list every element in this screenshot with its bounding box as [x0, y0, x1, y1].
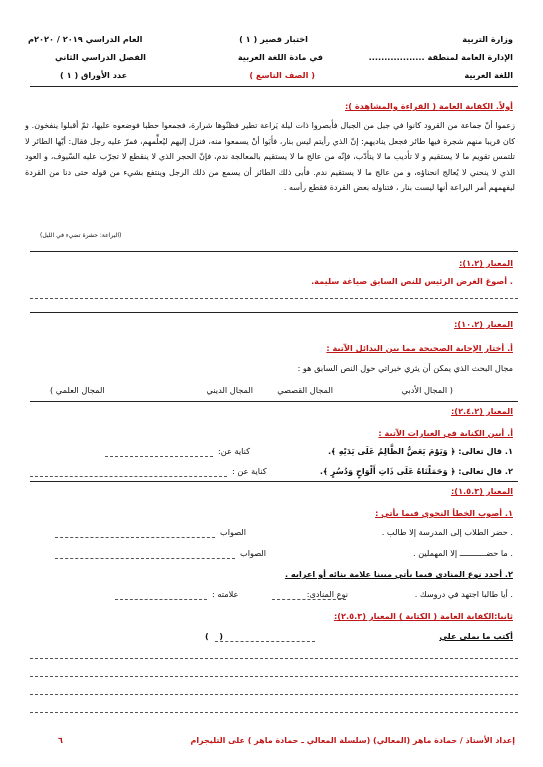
criterion2-title: أ. أختار الإجابة الصحيحة مما بين البدائل الآتية : [326, 343, 513, 353]
criterion4-label: المعيار (١.٥.٣): [451, 486, 513, 496]
ministry-name: وزارة التربية [462, 34, 513, 44]
pages-count: عدد الأوراق ( ١ ) [60, 70, 128, 80]
exam-title: اختبار قصير ( ١ ) [239, 34, 308, 44]
dictation-prompt: أكتب ما يملى علي [439, 631, 513, 641]
dictation-line-4[interactable] [30, 712, 518, 713]
section1-title: أولاً. الكفاية العامة ( القراءة والمشاهدة ): [344, 101, 513, 111]
criterion2-label: المعيار (١٠.٢): [454, 319, 513, 329]
divider-2 [30, 312, 518, 313]
metonymy-answer-line2[interactable] [30, 476, 227, 477]
option-religious[interactable]: المجال الديني [206, 385, 253, 395]
vocative-mark-line[interactable] [115, 599, 207, 600]
correct-answer-line2[interactable] [55, 558, 235, 559]
reading-passage: زعموا أنّ جماعة من القرود كانوا في جبل من الجبال فأبصروا ذات ليلة يَراعة تطير فظنّوها شرارة، فجمعوا حطبا فوضعوه عليها، ثمّ أقبلوا ينفخون. و كان قريبا منهم شجرة فيها طائر فجعل يناديهم: إنّ الذي رأيتم ليس بنار، فأبَوا أنْ يسمعوا منه، فنزل إليهم ليُعلِّمهم، فمرّ عليه رجل فقال: أيّها الطائر لا تلتمس تقويم ما لا يستقيم و لا تأديب ما لا يتأدّب، فإنّه من عالج ما لا يستقيم بالمعالجة ندم، فإنّ الحجر الذي لا ينقطع لا تجرّب عليه السّيوف، و العود الذي لا ينحني لا يُعالج انحناؤه، و من عالج ما لا يستقيم ندم. فأبى ذلك الطائر أن يسمع من ذلك الرجل وينتفع بشيء من قوله حتى دنا من القردة ليفهمهم أمر اليراعة أنها ليست بنار ، فتناوله بعض القردة فقطع رأسه . [25, 121, 515, 192]
grammar-sentence1: . حضر الطلاب إلى المدرسة إلا طالب . [381, 527, 513, 537]
term: الفصل الدراسي الثاني [55, 52, 146, 62]
passage-footnote: (اليراعة: حشرة تضيء في الليل) [40, 232, 122, 239]
criterion1-question: . أصوغ الغرض الرئيس للنص السابق صياغة سليمة. [311, 276, 513, 286]
academic-year: العام الدراسي ٢٠١٩ / ٢٠٢٠م [28, 34, 143, 44]
dictation-line-3[interactable] [30, 694, 518, 695]
vocative-question: ٢. أحدد نوع المنادى فيما يأتي مبينا علامة بنائه أو اعرابه . [284, 569, 513, 579]
correct-label1: الصواب [220, 527, 247, 537]
dictation-line-2[interactable] [30, 676, 518, 677]
divider-4 [30, 481, 518, 482]
criterion1-label: المعيار (١.٢): [459, 258, 513, 268]
option-narrative[interactable]: المجال القصصي [277, 385, 333, 395]
vocative-type-label: نوع المنادى: [306, 589, 348, 599]
header-divider [30, 86, 518, 87]
vocative-type-line[interactable] [272, 599, 346, 600]
option-literary[interactable]: ( المجال الأدبي [401, 385, 453, 395]
vocative-sentence: . أيا طالبا اجتهد في دروسك . [414, 589, 513, 599]
metonymy-answer-label1: كناية عن: [218, 446, 251, 456]
option-scientific[interactable]: المجال العلمي ) [50, 385, 105, 395]
metonymy-item1: ١. قال تعالى: ﴿ وَيَوْمَ يَعَضُّ الظَّالِمُ عَلَى يَدَيْهِ ﴾. [327, 446, 513, 456]
divider-1 [30, 251, 518, 252]
criterion4-title: ١. أصوب الخطأ النحوي فيما يأتي : [375, 508, 513, 518]
section2-title: ثانيا:الكفاية العامة ( الكتابة ) المعيار (٢.٥.٣): [334, 611, 513, 621]
criterion3-label: المعيار (٢.٤.٢): [451, 406, 513, 416]
metonymy-item2: ٢. قال تعالى: ﴿ وَحَمَلْنَاهُ عَلَى ذَاتِ أَلْوَاحٍ وَدُسُرٍ ﴾. [319, 466, 513, 476]
subject-area: اللغة العربية [464, 70, 513, 80]
grammar-sentence2: . ما حضـــــــــــ إلا المهملين . [412, 548, 513, 558]
exam-subject: في مادة اللغة العربية [237, 52, 323, 62]
metonymy-answer-label2: كناية عن : [232, 466, 267, 476]
divider-3 [30, 401, 518, 402]
vocative-mark-label: علامته : [212, 589, 239, 599]
metonymy-answer-line1[interactable] [105, 456, 213, 457]
footer-credit: إعداد الأستاذ / حمادة ماهر (المعالي) (سلسلة المعالي ـ حمادة ماهر ) على التليجرام [190, 736, 515, 745]
criterion3-title: أ. أبين الكناية في العبارات الآتية : [378, 428, 513, 438]
correct-answer-line1[interactable] [55, 537, 215, 538]
dictation-title-line[interactable] [215, 641, 315, 642]
grade-label: ( الصف التاسع ) [249, 70, 315, 80]
dictation-paren-close: ) [205, 631, 209, 641]
answer-line [30, 298, 518, 299]
correct-label2: الصواب [240, 548, 267, 558]
dictation-line-1[interactable] [30, 658, 518, 659]
directorate-name: الإدارة العامة لمنطقة .................. [368, 52, 513, 62]
page-number: ٦ [58, 736, 63, 745]
criterion2-question: مجال البحث الذي يمكن أن يثري خبراتي حول النص السابق هو : [297, 363, 513, 373]
dictation-paren-open: ( [219, 631, 223, 641]
